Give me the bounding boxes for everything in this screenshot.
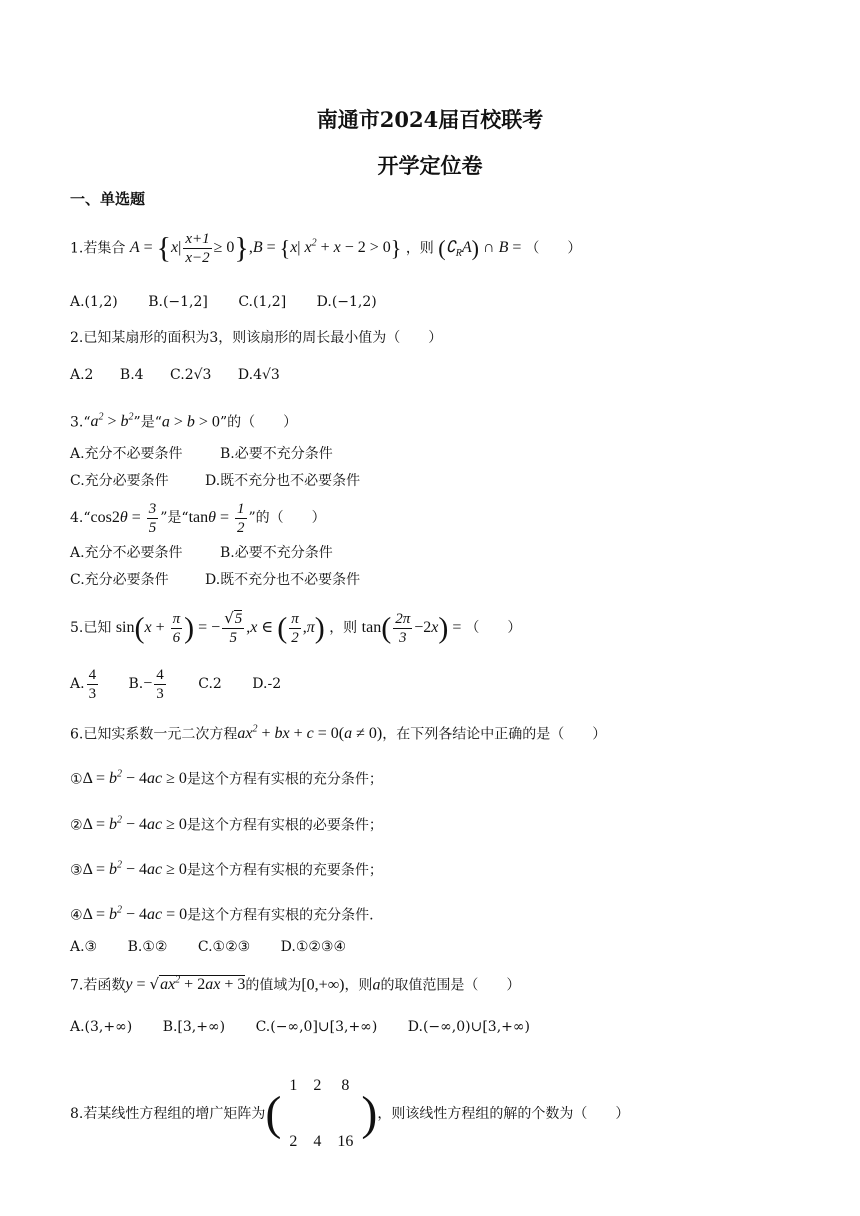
matrix-cell: 4 (313, 1133, 322, 1150)
option-b[interactable]: B.必要不充分条件 (220, 545, 333, 561)
matrix-cell: 16 (337, 1133, 354, 1150)
option-c[interactable]: C.2 (198, 676, 222, 692)
question-7: 7.若函数$y = √ax^2 + 2ax + 3$的值域为[0,+∞)，则a的取值范围是（ ） (70, 975, 521, 994)
question-5: 5.已知 sin(x + $\frac{\pi}{6}$ ) = − $\frac{√5}{5}$ ,x ∈ ( $\frac{\pi}{2}$ ,π) ，则 tan( $\frac{2\pi}{3}$ −2x) = （ ） (70, 609, 522, 647)
option-c[interactable]: C.充分必要条件 (70, 473, 169, 489)
option-d[interactable]: D.①②③④ (280, 939, 347, 955)
question-6: 6.已知实系数一元二次方程$ax^2$ + bx + c = 0(a ≠ 0)，在下列各结论中正确的是（ ） (70, 724, 607, 743)
option-b[interactable]: B.①② (127, 939, 168, 955)
augmented-matrix: (1 2 8 2 4 16) (265, 1058, 377, 1170)
matrix-cell: 2 (313, 1077, 322, 1094)
question-2: 2.已知某扇形的面积为3，则该扇形的周长最小值为（ ） (70, 330, 443, 346)
question-4-options-row1 (70, 543, 333, 563)
statement-1: ①Δ = $b^2 - 4ac \ge 0$是这个方程有实根的充分条件； (70, 769, 383, 788)
option-b[interactable]: B.− $\frac{4}{3}$ (128, 666, 164, 702)
question-4: 4.“cos2θ = $\frac{3}{5}$ ”是“tanθ = $\frac{1}{2}$ ”的（ ） (70, 500, 326, 536)
question-3-options-row2 (70, 471, 360, 491)
option-b[interactable]: B.4 (119, 367, 144, 383)
option-a[interactable]: A.(3,+∞) (70, 1019, 133, 1035)
option-c[interactable]: C.充分必要条件 (70, 572, 169, 588)
matrix-cell: 1 (289, 1077, 298, 1094)
option-d[interactable]: D.既不充分也不必要条件 (205, 473, 361, 489)
option-a[interactable]: A.③ (70, 939, 98, 955)
question-6-options (70, 937, 372, 957)
option-c[interactable]: C.(1,2] (238, 294, 287, 310)
option-b[interactable]: B.必要不充分条件 (220, 446, 333, 462)
option-d[interactable]: D.4√3 (237, 367, 280, 383)
option-a[interactable]: A.2 (70, 367, 94, 383)
option-c[interactable]: C.(−∞,0]∪[3,+∞) (255, 1019, 378, 1035)
option-b[interactable]: B.(−1,2] (148, 294, 208, 310)
question-5-options (70, 662, 281, 706)
option-a[interactable]: A.充分不必要条件 (70, 446, 183, 462)
option-c[interactable]: C.①②③ (197, 939, 251, 955)
option-a[interactable]: A.(1,2) (70, 294, 118, 310)
option-d[interactable]: D.(−1,2) (316, 294, 377, 310)
section-heading: 一、单选题 (70, 190, 146, 208)
question-3: $3.“a^2 > b^2$”是“a > b > 0”的（ ） (70, 412, 298, 431)
question-1: 1.若集合 A = {x| $\frac{x+1}{x-2}$ ≥ 0},B = {x| $x^2 + x - 2 > 0$} ，则 $(∁_RA)$ ∩ B = （ ） (70, 231, 582, 267)
option-d[interactable]: D.(−∞,0)∪[3,+∞) (407, 1019, 531, 1035)
question-7-options (70, 1017, 530, 1037)
matrix-cell: 2 (289, 1133, 298, 1150)
question-8: 8.若某线性方程组的增广矩阵为(1 2 8 2 4 16)，则该线性方程组的解的个数为（ ） (70, 1058, 629, 1170)
option-b[interactable]: B.[3,+∞) (162, 1019, 226, 1035)
question-3-options-row1 (70, 444, 333, 464)
matrix-cell: 8 (341, 1077, 350, 1094)
question-2-options (70, 365, 302, 385)
question-1-options (70, 292, 403, 312)
statement-3: ③Δ = $b^2 - 4ac \ge 0$是这个方程有实根的充要条件； (70, 860, 383, 879)
option-a[interactable]: A.充分不必要条件 (70, 545, 183, 561)
option-d[interactable]: D.-2 (252, 676, 282, 692)
statement-4: ④Δ = $b^2 - 4ac = 0$是这个方程有实根的充分条件. (70, 905, 374, 924)
option-d[interactable]: D.既不充分也不必要条件 (205, 572, 361, 588)
option-c[interactable]: C.2√3 (170, 367, 212, 383)
statement-2: ②Δ = $b^2 - 4ac \ge 0$是这个方程有实根的必要条件； (70, 815, 383, 834)
question-4-options-row2 (70, 570, 360, 590)
exam-subtitle: 开学定位卷 (377, 153, 483, 178)
option-a[interactable]: A. $\frac{4}{3}$ (70, 666, 97, 702)
exam-title: 南通市2024届百校联考 (316, 107, 544, 132)
